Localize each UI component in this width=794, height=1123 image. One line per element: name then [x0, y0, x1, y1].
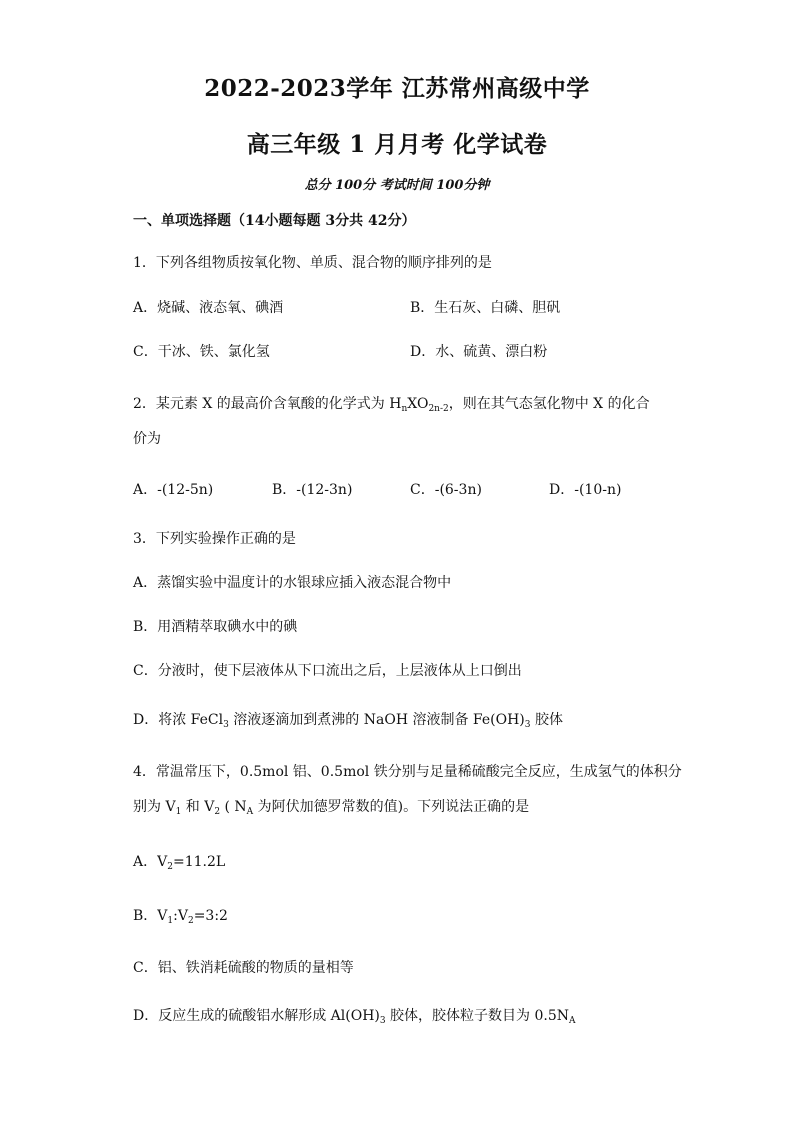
question-4-option-a: A．$V_2=11.2L$ [133, 854, 226, 872]
question-4-option-b: B．$V_1:V_2=3:2$ [133, 908, 228, 926]
question-1-option-a: A．烧碱、液态氧、碘酒 [133, 300, 284, 316]
question-3-option-a: A．蒸馏实验中温度计的水银球应插入液态混合物中 [133, 575, 452, 591]
question-3-option-b: B．用酒精萃取碘水中的碘 [133, 619, 298, 635]
question-1-stem: 1．下列各组物质按氧化物、单质、混合物的顺序排列的是 [133, 255, 492, 271]
exam-title-line2: 高三年级 1 月月考 化学试卷 [246, 131, 548, 158]
exam-subtitle: 总分 100分 考试时间 100分钟 [304, 178, 490, 193]
question-2-option-b: B．-(12-3n) [272, 482, 353, 498]
question-1-option-d: D．水、硫黄、漂白粉 [410, 344, 548, 360]
question-2-option-c: C．-(6-3n) [410, 482, 482, 498]
question-3-stem: 3．下列实验操作正确的是 [133, 531, 296, 547]
exam-title-line1: 2022-2023学年 江苏常州高级中学 [204, 75, 590, 102]
question-2-stem-line2: 价为 [133, 431, 161, 447]
question-3-option-d: D．将浓 FeCl$_3$ 溶液逐滴加到煮沸的 NaOH 溶液制备 $Fe(OH)_3$ 胶体 [133, 712, 563, 730]
question-3-option-c: C．分液时，使下层液体从下口流出之后，上层液体从上口倒出 [133, 663, 522, 679]
section-heading: 一、单项选择题（14小题每题 3分共 42分） [133, 213, 416, 229]
question-4-stem-line2: 别为 $V_1$ 和 $V_2$ ( $N_A$ 为阿伏加德罗常数的值)。下列说法正确的是 [133, 799, 530, 817]
question-2-option-a: A．-(12-5n) [133, 482, 214, 498]
question-4-option-d: D．反应生成的硫酸铝水解形成 $Al(OH)_3$ 胶体，胶体粒子数目为 $0.5N_A$ [133, 1008, 576, 1026]
question-2-stem: 2．某元素 X 的最高价含氧酸的化学式为 $H_nXO_{2n-2}$，则在其气态氢化物中 X 的化合 [133, 396, 650, 414]
question-1-option-c: C．干冰、铁、氯化氢 [133, 344, 270, 360]
question-2-option-d: D．-(10-n) [549, 482, 622, 498]
question-1-option-b: B．生石灰、白磷、胆矾 [410, 300, 561, 316]
question-4-stem: 4．常温常压下，0.5mol 铝、0.5mol 铁分别与足量稀硫酸完全反应，生成氢气的体积分 [133, 764, 682, 780]
question-4-option-c: C．铝、铁消耗硫酸的物质的量相等 [133, 960, 354, 976]
